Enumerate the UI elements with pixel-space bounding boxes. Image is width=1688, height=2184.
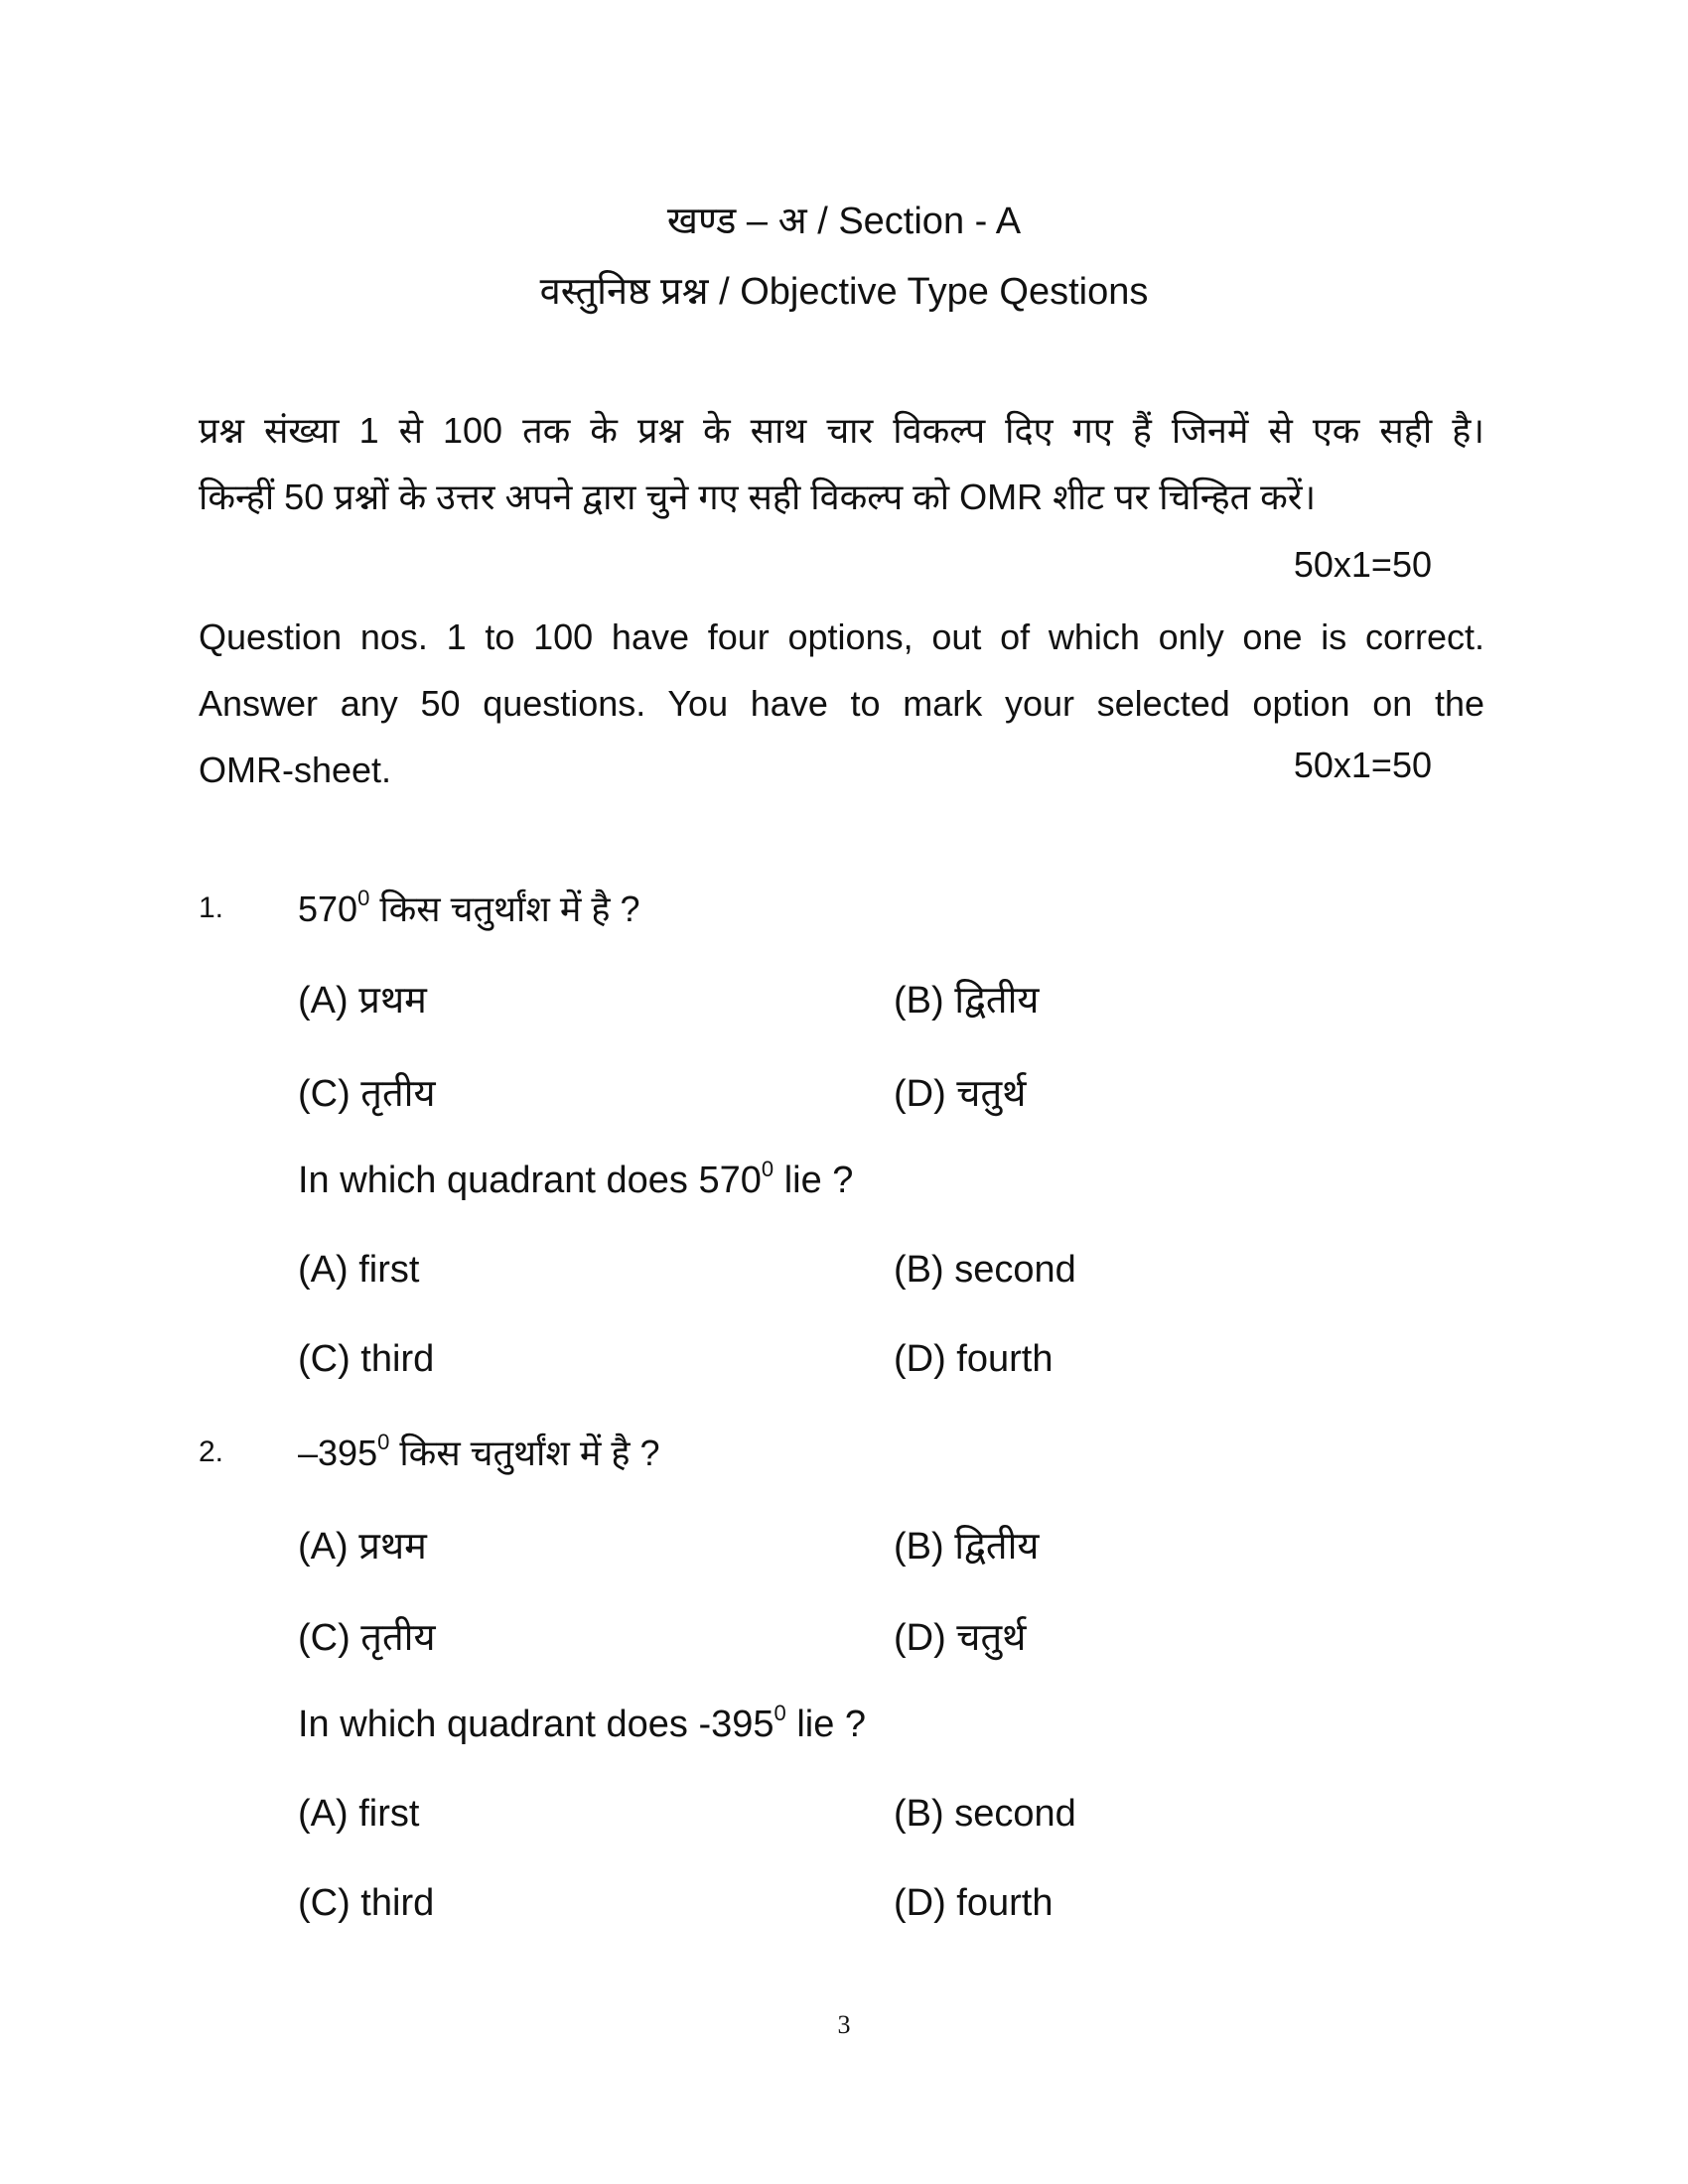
question-text: In which quadrant does -395 [298, 1704, 774, 1745]
option-a-english: (A) first [298, 1793, 420, 1835]
question-text: lie ? [785, 1704, 867, 1745]
instructions-english-line: Question nos. 1 to 100 have four options, out of which only one is correct. [199, 616, 1484, 657]
question-value: 570 [298, 888, 358, 929]
option-c-english: (C) third [298, 1882, 435, 1924]
option-b-english: (B) second [894, 1793, 1076, 1835]
section-subtitle: वस्तुनिष्ठ प्रश्न / Objective Type Qestions [539, 271, 1149, 313]
instructions-english [199, 604, 1484, 803]
option-a-hindi: (A) प्रथम [298, 980, 427, 1022]
instructions-english-line: Answer any 50 questions. You have to mark your selected option on the [199, 683, 1484, 724]
marks-hindi: 50x1=50 [1293, 544, 1432, 585]
option-c-hindi: (C) तृतीय [298, 1617, 436, 1659]
degree-superscript: 0 [774, 1701, 786, 1725]
question-text: किस चतुर्थांश में है ? [389, 1433, 660, 1473]
option-a-english: (A) first [298, 1249, 420, 1291]
instructions-english-line: OMR-sheet. [199, 750, 392, 790]
option-c-hindi: (C) तृतीय [298, 1073, 436, 1115]
option-d-hindi: (D) चतुर्थ [894, 1617, 1027, 1659]
question-text: lie ? [774, 1160, 854, 1201]
question-text: किस चतुर्थांश में है ? [369, 888, 640, 929]
instructions-hindi-line: प्रश्न संख्या 1 से 100 तक के प्रश्न के साथ चार विकल्प दिए गए हैं जिनमें से एक सही है। [199, 410, 1484, 451]
option-a-hindi: (A) प्रथम [298, 1526, 427, 1568]
section-heading: खण्ड – अ / Section - A [666, 201, 1022, 242]
question-number: 1. [199, 891, 224, 924]
degree-superscript: 0 [761, 1157, 774, 1181]
option-b-hindi: (B) द्वितीय [894, 1526, 1040, 1568]
option-b-english: (B) second [894, 1249, 1076, 1291]
option-b-hindi: (B) द्वितीय [894, 980, 1040, 1022]
degree-superscript: 0 [377, 1430, 390, 1454]
page-number: 3 [837, 2010, 851, 2039]
option-d-english: (D) fourth [894, 1338, 1054, 1380]
option-d-hindi: (D) चतुर्थ [894, 1073, 1027, 1115]
marks-english: 50x1=50 [1293, 745, 1432, 785]
question-text: In which quadrant does 570 [298, 1160, 762, 1201]
option-c-english: (C) third [298, 1338, 435, 1380]
question-number: 2. [199, 1435, 224, 1468]
question-value: –395 [298, 1433, 378, 1473]
question-text-english [298, 1157, 854, 1202]
question-text-hindi [298, 884, 640, 932]
degree-superscript: 0 [357, 886, 370, 910]
instructions-hindi [199, 397, 1484, 530]
option-d-english: (D) fourth [894, 1882, 1054, 1924]
question-text-english [298, 1701, 867, 1746]
instructions-hindi-line: किन्हीं 50 प्रश्नों के उत्तर अपने द्वारा चुने गए सही विकल्प को OMR शीट पर चिन्हित करें। [199, 477, 1317, 517]
question-text-hindi [298, 1428, 660, 1476]
